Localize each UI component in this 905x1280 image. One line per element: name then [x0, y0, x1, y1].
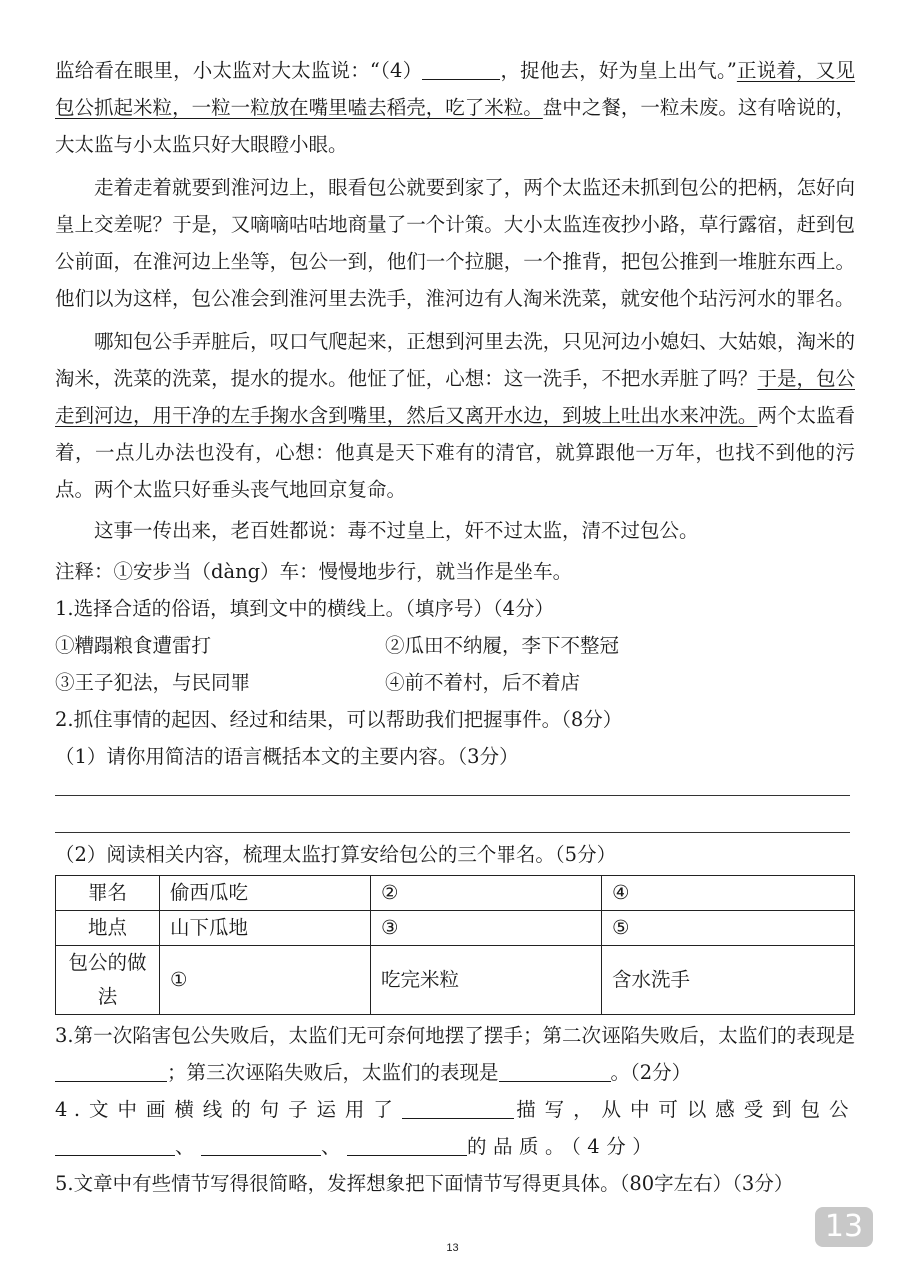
- question-text: 。（2分）: [610, 1061, 692, 1084]
- question-text: 描写，从中可以感受到包公: [513, 1098, 855, 1121]
- table-row: [56, 946, 855, 1015]
- passage-paragraph-2: 走着走着就要到淮河边上，眼看包公就要到家了，两个太监还未抓到包公的把柄，怎好向皇上交差呢？于是，又嘀嘀咕咕地商量了一个计策。大小太监连夜抄小路，草行露宿，赶到包公前面，在淮河边上坐等，包公一到，他们一个拉腿，一个推背，把包公推到一堆脏东西上。他们以为这样，包公准会到淮河里去洗手，淮河边有人淘米洗菜，就安他个玷污河水的罪名。: [55, 176, 855, 310]
- table-cell: 包公的做法: [56, 946, 160, 1015]
- fill-blank[interactable]: [499, 1062, 611, 1083]
- table-cell-answer[interactable]: ②: [371, 876, 602, 911]
- question-4: [55, 1091, 855, 1165]
- table-row: [56, 876, 855, 911]
- table-cell: 含水洗手: [602, 946, 855, 1015]
- table-cell-answer[interactable]: ③: [371, 911, 602, 946]
- fill-blank[interactable]: [201, 1136, 321, 1157]
- passage-text: 监给看在眼里，小太监对大太监说：“（4）: [55, 59, 423, 82]
- charges-table: [55, 875, 855, 1015]
- options-row-2: [55, 664, 855, 701]
- passage-paragraph-4: 这事一传出来，老百姓都说：毒不过皇上，奸不过太监，清不过包公。: [94, 519, 699, 542]
- page-number: 13: [446, 1242, 459, 1254]
- question-text: 、: [321, 1135, 348, 1158]
- passage-text: ，捉他去，好为皇上出气。”: [500, 59, 737, 82]
- fill-blank[interactable]: [55, 1136, 175, 1157]
- passage-text: 盘中之餐，一粒未废。这有啥说的，大太监与小太监只好大眼瞪小眼。: [55, 96, 855, 156]
- options-row-1: [55, 627, 855, 664]
- question-text: ；第三次诬陷失败后，太监们的表现是: [167, 1061, 499, 1084]
- table-cell: 地点: [56, 911, 160, 946]
- table-cell: 山下瓜地: [160, 911, 371, 946]
- question-text: 的品质。（4分）: [467, 1135, 659, 1158]
- table-row: [56, 911, 855, 946]
- question-1: 1.选择合适的俗语，填到文中的横线上。（填序号）（4分）: [55, 597, 555, 620]
- passage-text: 哪知包公手弄脏后，叹口气爬起来，正想到河里去洗，只见河边小媳妇、大姑娘，淘米的淘米，洗菜的洗菜，提水的提水。他怔了怔，心想：这一洗手，不把水弄脏了吗？: [55, 330, 855, 390]
- question-2-part-2: （2）阅读相关内容，梳理太监打算安给包公的三个罪名。（5分）: [55, 843, 617, 866]
- question-3: [55, 1017, 855, 1091]
- question-5: 5.文章中有些情节写得很简略，发挥想象把下面情节写得更具体。（80字左右）（3分）: [55, 1172, 794, 1195]
- table-cell: 罪名: [56, 876, 160, 911]
- table-cell-answer[interactable]: ⑤: [602, 911, 855, 946]
- passage-paragraph-3: [55, 323, 855, 508]
- passage-text: 两个太监看着，一点儿办法也没有，心想：他真是天下难有的清官，就算跟他一万年，也找不到他的污点。两个太监只好垂头丧气地回京复命。: [55, 404, 855, 501]
- fill-blank[interactable]: [347, 1136, 467, 1157]
- option-3: ③王子犯法，与民同罪: [55, 671, 251, 694]
- answer-line-2[interactable]: [55, 832, 850, 833]
- page-badge: 13: [815, 1207, 873, 1247]
- question-text: 4.文中画横线的句子运用了: [55, 1098, 402, 1121]
- underlined-sentence: 正说着，又见包公抓起米粒，一粒一粒放在嘴里嗑去稻壳，吃了米粒。: [55, 59, 855, 119]
- fill-blank[interactable]: [402, 1099, 514, 1120]
- worksheet-page: [55, 52, 855, 1202]
- option-4: ④前不着村，后不着店: [385, 671, 581, 694]
- passage-paragraph-1: [55, 52, 855, 163]
- option-2: ②瓜田不纳履，李下不整冠: [385, 634, 620, 657]
- option-1: ①糟蹋粮食遭雷打: [55, 634, 212, 657]
- annotation-note: 注释：①安步当（dàng）车：慢慢地步行，就当作是坐车。: [55, 560, 573, 583]
- underlined-sentence: 于是，包公走到河边，用干净的左手掬水含到嘴里，然后又离开水边，到坡上吐出水来冲洗。: [55, 367, 855, 427]
- fill-blank[interactable]: [55, 1062, 167, 1083]
- question-text: 、: [175, 1135, 202, 1158]
- table-cell: 吃完米粒: [371, 946, 602, 1015]
- question-2-part-1: （1）请你用简洁的语言概括本文的主要内容。（3分）: [55, 745, 519, 768]
- question-2: 2.抓住事情的起因、经过和结果，可以帮助我们把握事件。（8分）: [55, 708, 623, 731]
- table-cell-answer[interactable]: ①: [160, 946, 371, 1015]
- fill-blank-4[interactable]: [422, 60, 500, 81]
- question-text: 3.第一次陷害包公失败后，太监们无可奈何地摆了摆手；第二次诬陷失败后，太监们的表现是: [55, 1024, 855, 1047]
- table-cell: 偷西瓜吃: [160, 876, 371, 911]
- table-cell-answer[interactable]: ④: [602, 876, 855, 911]
